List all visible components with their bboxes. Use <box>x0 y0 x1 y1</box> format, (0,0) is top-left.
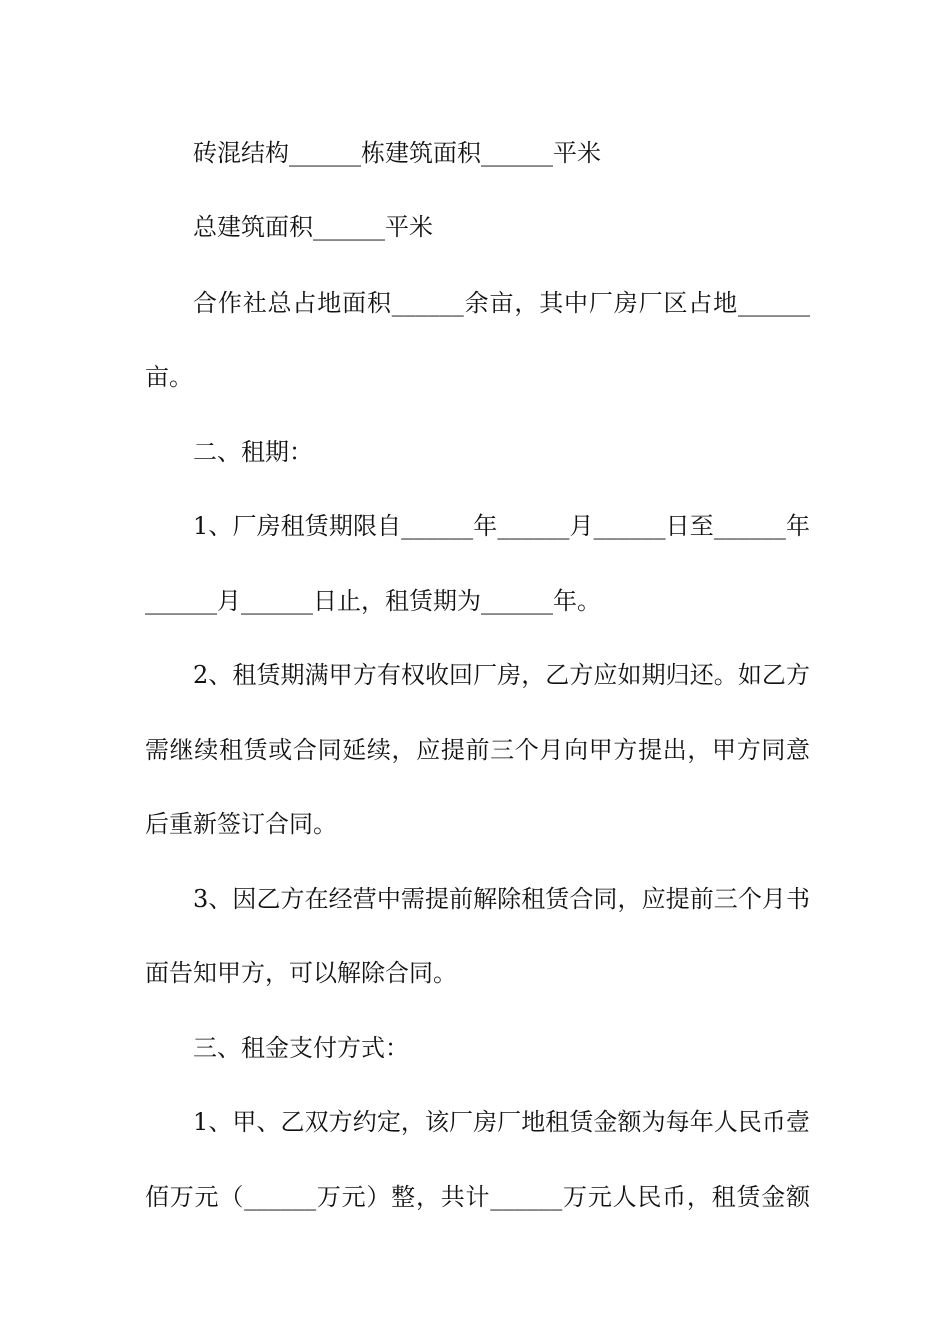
text-line: 砖混结构______栋建筑面积______平米 <box>193 139 601 167</box>
section-heading: 三、租金支付方式： <box>193 1034 409 1062</box>
text-line: ______月______日止，租赁期为______年。 <box>145 587 601 615</box>
text-line: 总建筑面积______平米 <box>193 213 433 241</box>
text-line: 后重新签订合同。 <box>145 810 337 838</box>
section-heading: 二、租期： <box>193 438 313 466</box>
text-line: 1、厂房租赁期限自______年______月______日至______年 <box>193 512 810 540</box>
text-line: 佰万元（______万元）整，共计______万元人民币，租赁金额 <box>145 1183 810 1211</box>
text-line: 1、甲、乙双方约定，该厂房厂地租赁金额为每年人民币壹 <box>193 1108 810 1136</box>
text-line: 需继续租赁或合同延续，应提前三个月向甲方提出，甲方同意 <box>145 736 810 764</box>
text-line: 面告知甲方，可以解除合同。 <box>145 959 457 987</box>
text-line: 2、租赁期满甲方有权收回厂房，乙方应如期归还。如乙方 <box>193 661 810 689</box>
text-line: 3、因乙方在经营中需提前解除租赁合同，应提前三个月书 <box>193 885 810 913</box>
text-line: 合作社总占地面积______余亩，其中厂房厂区占地______ <box>193 289 810 317</box>
text-line: 亩。 <box>145 363 193 391</box>
